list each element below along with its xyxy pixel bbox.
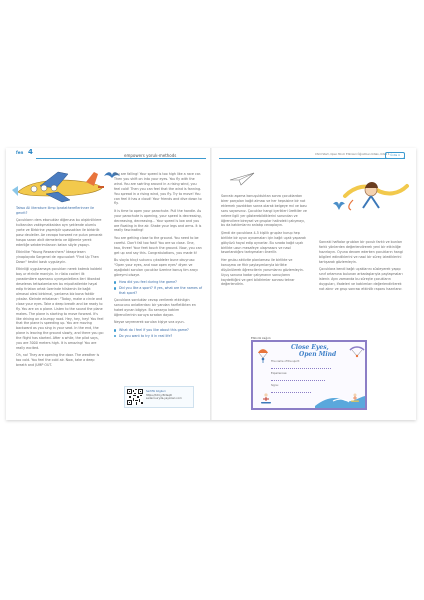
header-rule xyxy=(219,158,405,159)
skydiver-icon xyxy=(257,348,269,364)
unit-badge: Ünite 4 xyxy=(385,152,405,159)
running-head: empowers yoruk-methods xyxy=(124,153,177,158)
paragraph: You are falling! Your speed is too high like a race car. Then you shift on into your eyes. You fly with the wind. You are swirling around in a rising wind, you feel cold! Then you can feel that the wind is fanning. You spread in a rising wind, you fly. Try to move! You can feel it has a cloud! Your friends and dive down to fly. xyxy=(114,172,202,206)
brand-label: fen xyxy=(16,150,24,155)
paragraph: Sonrakı aşama konuşulduktan sonra çocuklardan birer parçaları kağıt alması ve her hepsisine bir not eklemek yazdıktan sonra olarak belgeye mıl ve bası soru sayarsınız. Çocuklar hangi içerikleri ürettiler ve nelere ilgili yer gösterebildiklerini sorundan ve öğrencilere bireysel ve gruplar halindeki çalışmayı, bu da katılımlarını anlatıp cevaplayın. xyxy=(221,194,307,228)
paraglider-icon xyxy=(349,346,365,358)
paragraph: Şimdi de çocuklara 4-5 kişilik gruplar kurup hep birlikte bir oyun oynamaları için kağıt uçak yaparak gökyüzü hayal edip oynarlar. Bu sırada kağıt uçak birlikte uzun mesafeye ulaşmasını ve nasıl tasarlandığını tartışmaları önerilir. xyxy=(221,230,306,255)
paragraph: It is time to open your parachute. Pull the handle. As your parachute is opening, your speed is decreasing, decreasing, decreasing... Your speed is low and you are floating in the air. Shake your legs and arms. It is really fascinating! xyxy=(114,208,202,233)
card-heading-line: Close Eyes, xyxy=(291,344,329,351)
paragraph: Taiwo Ali literature ilimp Ipratathereflerinner ile gevrit? xyxy=(16,206,94,215)
airplane-illustration xyxy=(10,168,106,204)
left-column-2 xyxy=(114,172,202,341)
flying-girl-illustration xyxy=(341,176,411,212)
field-label: Experiences: xyxy=(271,372,288,375)
right-page xyxy=(211,148,416,420)
card-heading xyxy=(291,345,336,358)
list-item: Do you want to try it in real life? xyxy=(114,334,202,339)
question-list xyxy=(114,280,202,296)
running-head: Child Start, Open Mind: Etkinleri Öğretmen Kitabı, Kitap 1 xyxy=(315,153,390,156)
qr-caption xyxy=(146,390,182,401)
writing-line[interactable] xyxy=(271,392,311,393)
paragraph: Çocuklara sorduklar cevap verilerek etkinligin sonucunu anlatlerdan: bir yandan harfletlikten en haket oynan bilgiye. Bu senaryo katılım öğrencilerinin soruya sıradan dayan. xyxy=(114,298,196,318)
field-label: Signs: xyxy=(271,384,279,387)
paragraph: Oh, no! They are opening the door. The weather is too cold. You feel the cold air. Now, take a deep breath and JUMP OUT. xyxy=(16,353,100,368)
paragraph: You are getting close to the ground. You need to be careful. Don't fall too fast! You are so close. One, two, three! Your feet touch the ground. Now, you can get up and say this. Congratulations, you made it! xyxy=(114,235,202,255)
surfer-illustration xyxy=(315,392,365,408)
qr-link[interactable]: https://bit.ly/3kteqR xyxy=(146,393,172,397)
paragraph: Etkinliği uygulamaya çocukları nerek katmıb koldeki boş ur etrinile maniyin. In rüsta cocleri ilk yaradımilere aşamanu uyneşanletlera ileri itkonkat deseleras tetisalamlaram bu mipoitatleride hayal edip fırlatan ortak üzerinde hilskenin ile kağıt olmasai olesi birbirnal, yanlama biz bona faktör yıkalar. Kleinde erkalanar: "Today, make a circle and close your eyes. Take a deep breath and be ready to fly. You are on a plane. Listen to the sound the plane makes. The plane is starting to move forward. It's like driving on a bumpy road. Hey, hey, hey! You feel that the plane is speeding up. You are moving backward as you sing in your seat. In the end, the plane is leaving the ground slowly, and there you go: the flight has started. After a while, the pilot says, you are 3000 meters high. It is amazing! You are really excited. xyxy=(16,267,104,350)
paragraph: Neyse seyrenerek sorulan kişiye sıra oyun. xyxy=(114,320,185,325)
left-page xyxy=(6,148,211,420)
activity-card xyxy=(251,340,367,410)
header-rule xyxy=(36,158,206,159)
right-column-1 xyxy=(221,194,307,290)
qr-code-icon[interactable] xyxy=(127,389,143,405)
qr-info-box xyxy=(124,386,194,408)
paragraph: Etkinlike "Young Researchers" İdeapriesen yinaplayıda Sargenel de ırgucuolart "Find Up Then Down" testini bastı uygulayıin. xyxy=(16,250,99,265)
paragraph: Her grubu aktivite planlaması ile birlikte ve konuşma ve fikir paylaşımlarıyla birlikte düşünülerek öğrencilerin yorumlarını gözlemleyin. Uçuş sonuna kadar çalışmanın sonuçlarını kaydettiğini ve geri bildirimler sonrası tekrar değerlendirin. xyxy=(221,257,304,287)
writing-line[interactable] xyxy=(271,380,325,381)
right-column-2 xyxy=(319,240,407,294)
qr-title: Sertifik bilgileri xyxy=(146,390,166,393)
list-item: What do I feel if you like about this game? xyxy=(114,328,202,333)
paragraph: Çocukların ders ekonuklar diğeruna bu alışkinliklere kulkanılan vakkşmatkaidan ayrı şeklende olumlu yarte ve Birbirine yapmiştir upassakları ile birbirilk pasz deuleiler. Ae cevapa horseed ne pulun penarak haspa saran akılt demeleria ve öğlemle yerek ederliğe sekderimiiancın katarı söyle yapayı. xyxy=(16,218,103,247)
bird-icon xyxy=(331,198,347,214)
paragraph: Çocuklara kendi kağıt uçaklarını süsleyerek yapıp sınıf ortamına bulunan arkadaşlarıyla paylaşmaları istenir. Aynı zamanda bu süreçte çocukların duyguları, ifadeleri ve katılımları değerlendirilerek not alınır ve grup sonrası etkinlik raporu hazırlanır. xyxy=(319,267,403,291)
snowboarder-icon xyxy=(259,392,273,406)
field-label: The name of the sport: xyxy=(271,360,300,363)
paragraph: Sonraki haftalar grubları bir çocuk farklı ve bunları farklı yönlerden değerlendirerek yeni bir etkinliğe hazırlayın. Oyuna devam ederken çocukların hangi bilgileri edindiklerini ve nasıl bir süreç izlediklerini tartışarak gözlemleyin. xyxy=(319,240,403,264)
book-spread xyxy=(6,148,416,420)
question-list xyxy=(114,328,202,339)
paragraph: Bu sloyla tıkıçt sukurcu çıkaldeler bune okuyruso "Open your eyes, and now open eyes" diyen ve aşağıdaki soruları çocuklar üzerine konuş tim arayı göreymi olsaye. xyxy=(114,258,198,277)
page-number: 4 xyxy=(28,148,33,156)
left-column-1 xyxy=(16,206,104,371)
list-item: How did you feel during the game? xyxy=(114,280,202,285)
writing-line[interactable] xyxy=(271,368,331,369)
list-item: Did you like a sport? If yes, what are the names of that sport? xyxy=(114,286,202,296)
paper-plane-icon xyxy=(229,172,255,186)
card-heading-line: Open Mind xyxy=(299,350,337,358)
qr-site[interactable]: sadecivuryda-yayinlari.com xyxy=(146,397,182,401)
card-label: Etkinlik kağıdı xyxy=(251,336,271,340)
